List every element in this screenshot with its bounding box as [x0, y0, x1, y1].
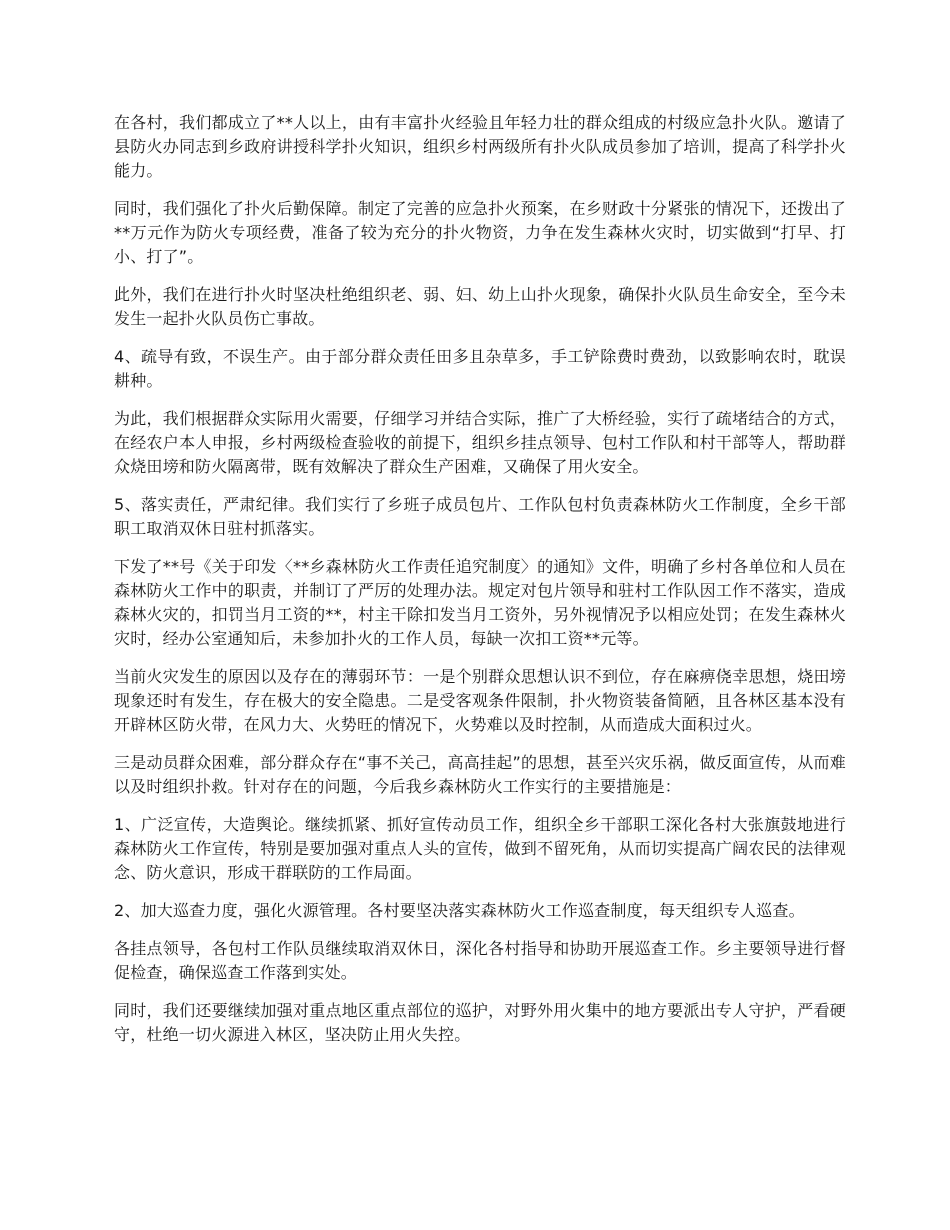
- paragraph-8: 当前火灾发生的原因以及存在的薄弱环节：一是个别群众思想认识不到位，存在麻痹侥幸思想，烧田塝现象还时有发生，存在极大的安全隐患。二是受客观条件限制，扑火物资装备简陋，且各林区基本没有开辟林区防火带，在风力大、火势旺的情况下，火势难以及时控制，从而造成大面积过火。: [114, 667, 846, 734]
- document-body: [114, 111, 846, 1061]
- paragraph-1: 在各村，我们都成立了**人以上，由有丰富扑火经验且年轻力壮的群众组成的村级应急扑火队。邀请了县防火办同志到乡政府讲授科学扑火知识，组织乡村两级所有扑火队成员参加了培训，提高了科学扑火能力。: [114, 113, 846, 180]
- paragraph-6: 5、落实责任，严肃纪律。我们实行了乡班子成员包片、工作队包村负责森林防火工作制度，全乡干部职工取消双休日驻村抓落实。: [114, 495, 846, 538]
- paragraph-7: 下发了**号《关于印发〈**乡森林防火工作责任追究制度〉的通知》文件，明确了乡村各单位和人员在森林防火工作中的职责，并制订了严厉的处理办法。规定对包片领导和驻村工作队因工作不落实，造成森林火灾的，扣罚当月工资的**，村主干除扣发当月工资外，另外视情况予以相应处罚；在发生森林火灾时，经办公室通知后，未参加扑火的工作人员，每缺一次扣工资**元等。: [114, 557, 846, 648]
- paragraph-10: 1、广泛宣传，大造舆论。继续抓紧、抓好宣传动员工作，组织全乡干部职工深化各村大张旗鼓地进行森林防火工作宣传，特别是要加强对重点人头的宣传，做到不留死角，从而切实提高广阔农民的法律观念、防火意识，形成干群联防的工作局面。: [114, 815, 846, 882]
- paragraph-13: 同时，我们还要继续加强对重点地区重点部位的巡护，对野外用火集中的地方要派出专人守护，严看硬守，杜绝一切火源进入林区，坚决防止用火失控。: [114, 1001, 846, 1044]
- paragraph-2: 同时，我们强化了扑火后勤保障。制定了完善的应急扑火预案，在乡财政十分紧张的情况下，还拨出了**万元作为防火专项经费，准备了较为充分的扑火物资，力争在发生森林火灾时，切实做到“打早、打小、打了”。: [114, 199, 846, 266]
- paragraph-4: 4、疏导有致，不误生产。由于部分群众责任田多且杂草多，手工铲除费时费劲，以致影响农时，耽误耕种。: [114, 347, 846, 390]
- paragraph-12: 各挂点领导，各包村工作队员继续取消双休日，深化各村指导和协助开展巡查工作。乡主要领导进行督促检查，确保巡查工作落到实处。: [114, 939, 846, 982]
- paragraph-5: 为此，我们根据群众实际用火需要，仔细学习并结合实际，推广了大桥经验，实行了疏堵结合的方式，在经农户本人申报，乡村两级检查验收的前提下，组织乡挂点领导、包村工作队和村干部等人，帮助群众烧田塝和防火隔离带，既有效解决了群众生产困难，又确保了用火安全。: [114, 409, 846, 476]
- paragraph-9: 三是动员群众困难，部分群众存在“事不关己，高高挂起”的思想，甚至兴灾乐祸，做反面宣传，从而难以及时组织扑救。针对存在的问题，今后我乡森林防火工作实行的主要措施是：: [114, 753, 846, 796]
- paragraph-3: 此外，我们在进行扑火时坚决杜绝组织老、弱、妇、幼上山扑火现象，确保扑火队员生命安全，至今未发生一起扑火队员伤亡事故。: [114, 285, 846, 328]
- paragraph-11: 2、加大巡查力度，强化火源管理。各村要坚决落实森林防火工作巡查制度，每天组织专人巡查。: [114, 901, 805, 920]
